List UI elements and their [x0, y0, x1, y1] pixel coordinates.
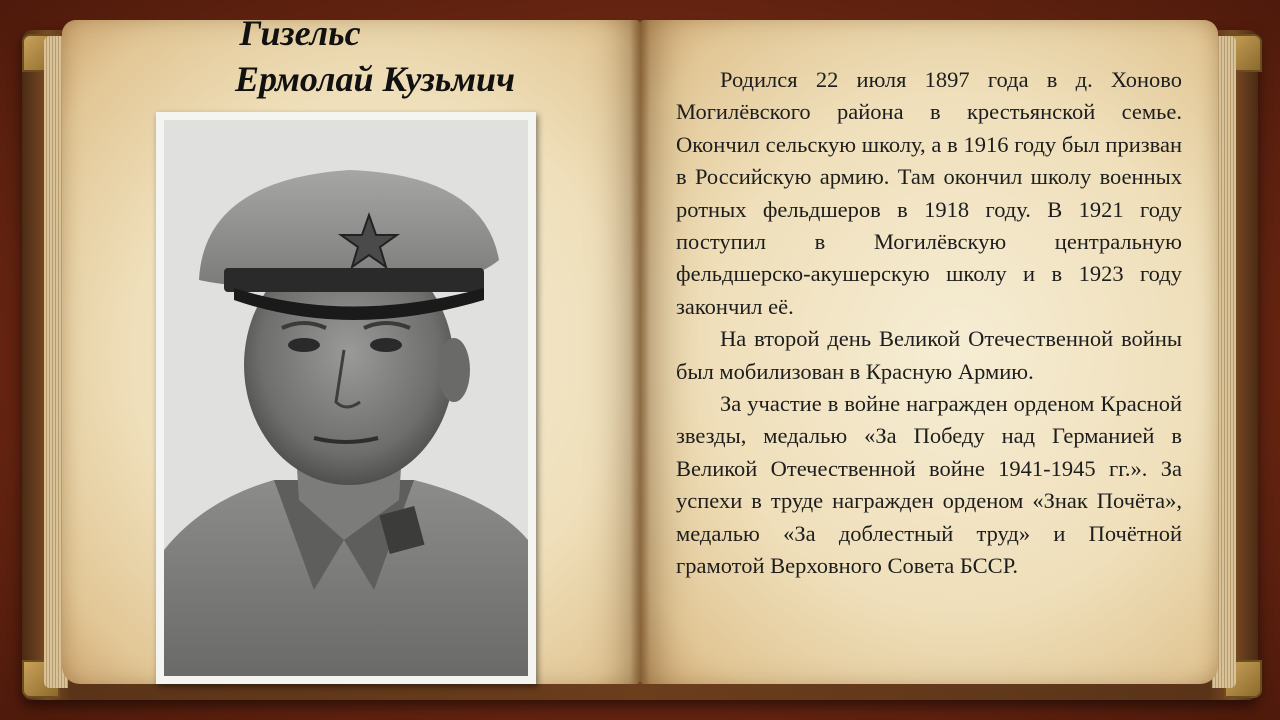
- biography-text: [676, 64, 1182, 583]
- page-title: [150, 10, 590, 102]
- title-surname: Гизельс: [239, 13, 361, 53]
- biography-paragraph: Родился 22 июля 1897 года в д. Хоново Могилёвского района в крестьянской семье. Окончил сельскую школу, а в 1916 году был призван в Российскую армию. Там окончил школу военных ротных фельдшеров в 1918 году. В 1921 году поступил в Могилёвскую центральную фельдшерско-акушерскую школу и в 1923 году закончил её.: [676, 67, 1182, 319]
- biography-paragraph: На второй день Великой Отечественной войны был мобилизован в Красную Армию.: [676, 326, 1182, 384]
- biography-paragraph: За участие в войне награжден орденом Красной звезды, медалью «За Победу над Германией в Великой Отечественной войне 1941-1945 гг.». За успехи в труде награжден орденом «Знак Почёта», медалью «За доблестный труд» и Почётной грамотой Верховного Совета БССР.: [676, 391, 1182, 579]
- title-name: Ермолай Кузьмич: [235, 59, 515, 99]
- portrait-frame: [156, 112, 536, 684]
- portrait-photo: [164, 120, 528, 676]
- book-gutter: [630, 20, 650, 684]
- portrait-illustration: [164, 120, 528, 676]
